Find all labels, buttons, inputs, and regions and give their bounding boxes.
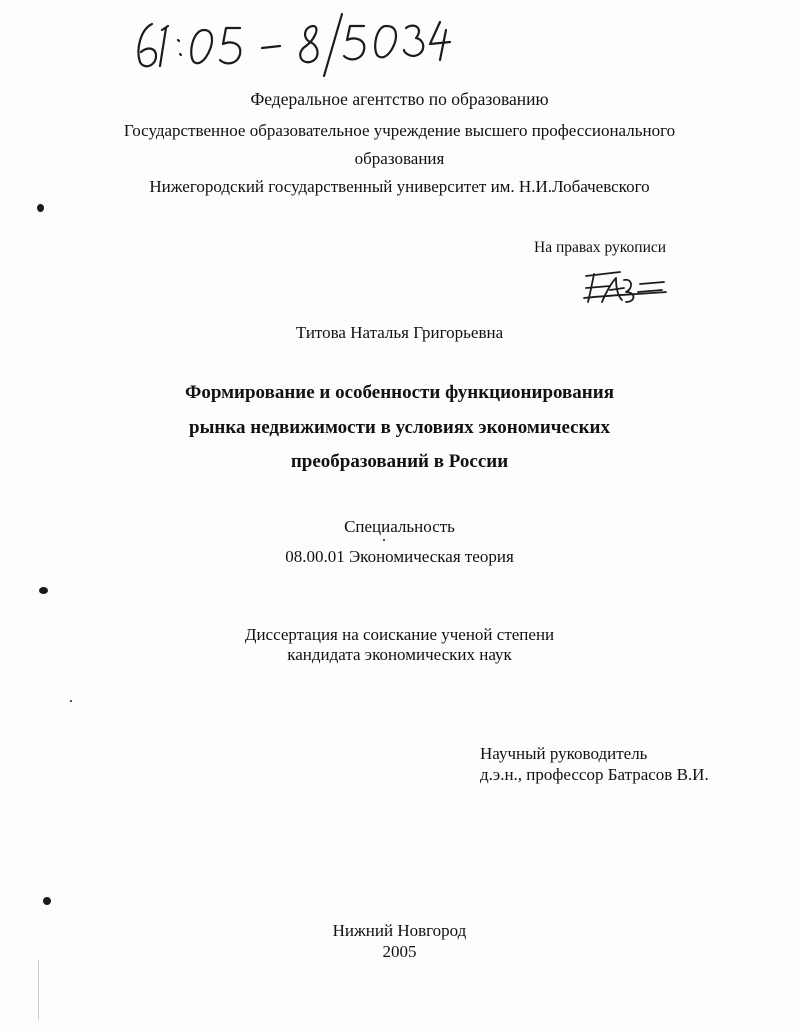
agency-name: Федеральное агентство по образованию — [250, 89, 549, 109]
scan-speck — [39, 587, 48, 594]
scan-speck — [37, 204, 44, 212]
specialty-value: 08.00.01 Экономическая теория — [285, 547, 514, 566]
scan-speck — [383, 539, 385, 541]
university-name: Нижегородский государственный университет им. Н.И.Лобачевского — [149, 177, 650, 196]
handwritten-archive-mark — [128, 8, 458, 78]
scan-speck — [43, 897, 51, 905]
scan-speck — [70, 700, 72, 702]
thesis-title-line-3: преобразований в России — [290, 451, 509, 472]
year: 2005 — [382, 942, 417, 961]
degree-line-2: кандидата экономических наук — [287, 645, 512, 664]
manuscript-note: На правах рукописи — [534, 239, 667, 256]
city: Нижний Новгород — [332, 921, 467, 940]
author-name: Титова Наталья Григорьевна — [295, 323, 504, 342]
specialty-label: Специальность — [344, 517, 455, 536]
supervisor-label: Научный руководитель — [480, 744, 648, 763]
institution-line-1: Государственное образовательное учреждение высшего профессионального — [123, 121, 676, 140]
thesis-title-line-1: Формирование и особенности функционирования — [185, 382, 614, 403]
signature — [580, 268, 670, 308]
supervisor-name: д.э.н., профессор Батрасов В.И. — [480, 765, 709, 784]
scan-edge-line — [38, 960, 39, 1020]
degree-line-1: Диссертация на соискание ученой степени — [244, 625, 555, 644]
institution-line-2: образования — [354, 149, 445, 168]
thesis-title-line-2: рынка недвижимости в условиях экономических — [189, 417, 610, 438]
